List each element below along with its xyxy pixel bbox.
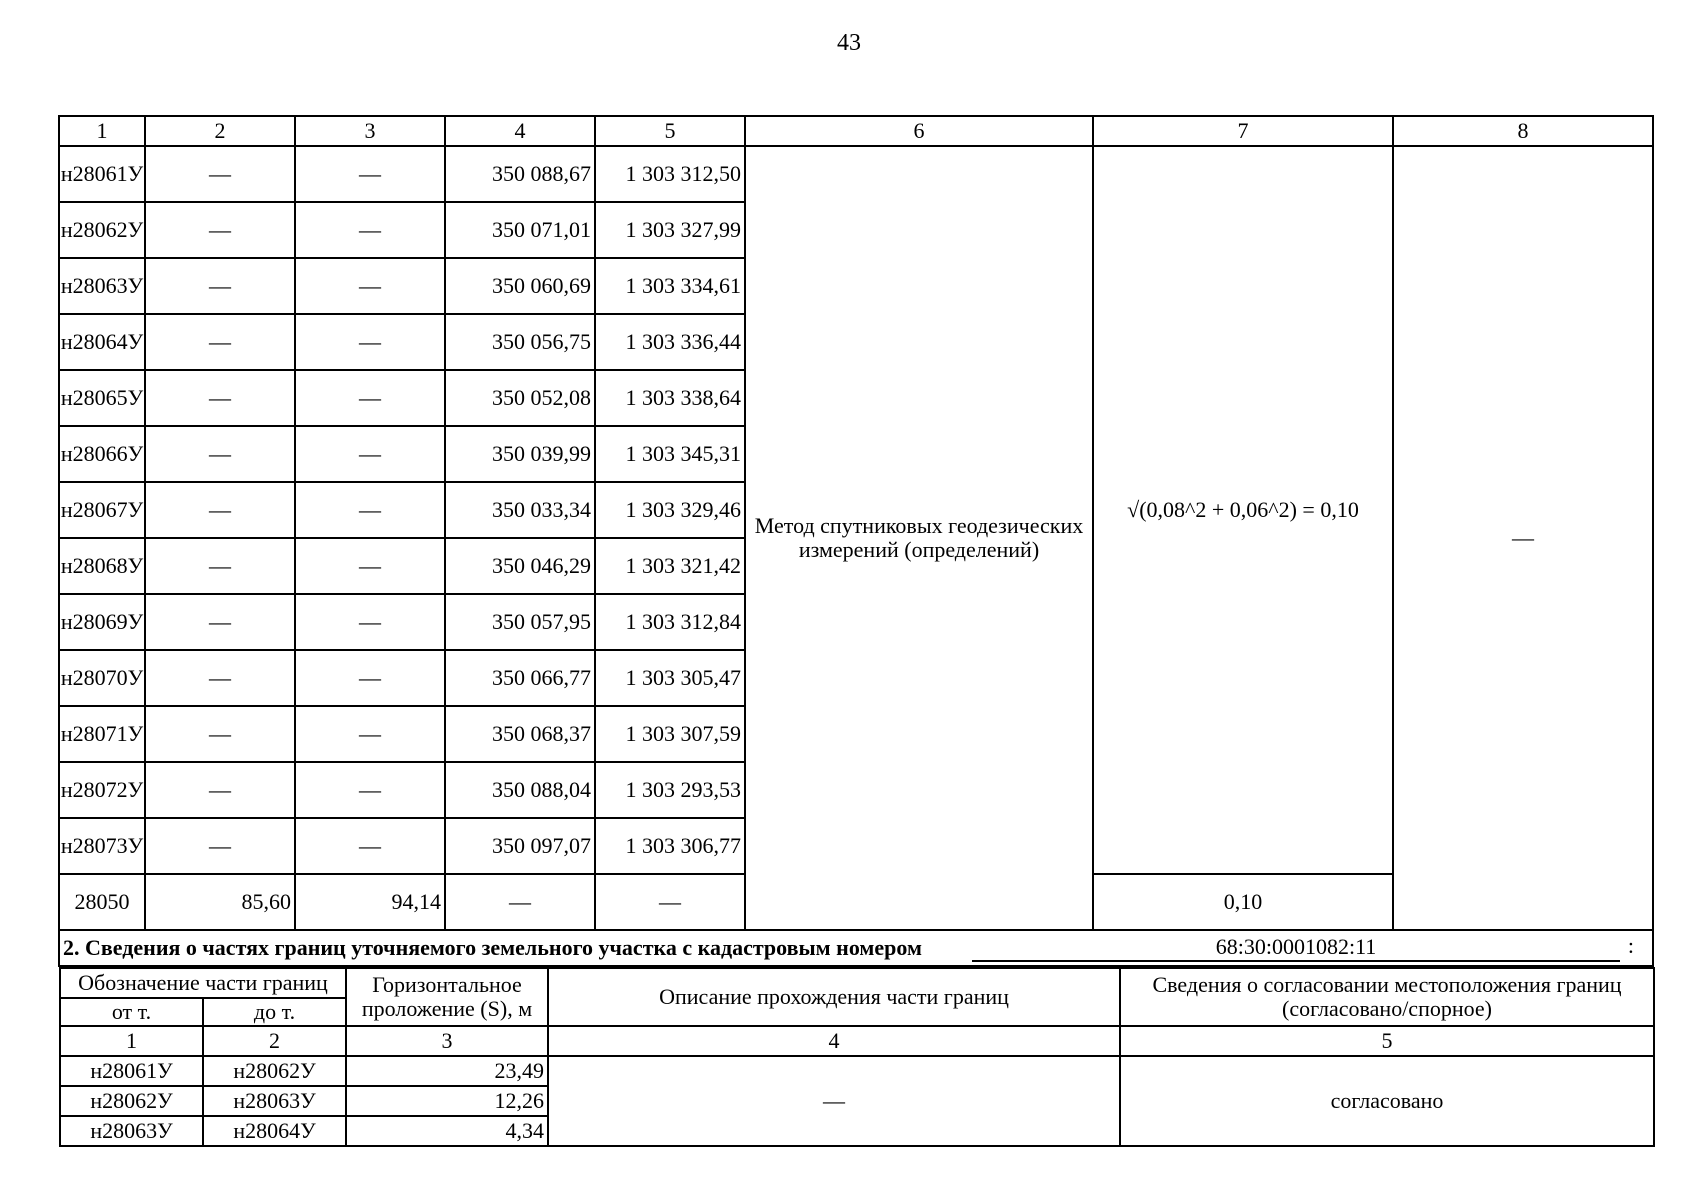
designation-header: Обозначение части границ bbox=[60, 968, 346, 998]
y-coordinate-cell: 1 303 321,42 bbox=[595, 538, 745, 594]
point-cell: н28067У bbox=[59, 482, 145, 538]
point-cell: н28066У bbox=[59, 426, 145, 482]
x-coordinate-cell: 350 071,01 bbox=[445, 202, 595, 258]
y-coordinate-cell: 1 303 306,77 bbox=[595, 818, 745, 874]
value-cell: — bbox=[145, 314, 295, 370]
to-cell: н28063У bbox=[203, 1086, 346, 1116]
value-cell: — bbox=[145, 762, 295, 818]
x-coordinate-cell: 350 039,99 bbox=[445, 426, 595, 482]
agreement-header: Сведения о согласовании местоположения границ (согласовано/спорное) bbox=[1120, 968, 1654, 1026]
y-coordinate-cell: 1 303 305,47 bbox=[595, 650, 745, 706]
y-coordinate-cell: 1 303 338,64 bbox=[595, 370, 745, 426]
value-cell: — bbox=[295, 314, 445, 370]
x-coordinate-cell: 350 033,34 bbox=[445, 482, 595, 538]
table-row bbox=[59, 146, 1653, 202]
point-cell: н28063У bbox=[59, 258, 145, 314]
value-cell: — bbox=[595, 874, 745, 930]
header-cell: 8 bbox=[1393, 116, 1653, 146]
value-cell: — bbox=[295, 706, 445, 762]
from-cell: н28062У bbox=[60, 1086, 203, 1116]
value-cell: — bbox=[295, 146, 445, 202]
colon: : bbox=[1627, 933, 1634, 958]
value-cell: — bbox=[145, 146, 295, 202]
length-cell: 23,49 bbox=[346, 1056, 548, 1086]
boundary-parts-table bbox=[59, 967, 1655, 1147]
number-cell: 3 bbox=[346, 1026, 548, 1056]
section-row bbox=[59, 930, 1653, 966]
column-8-cell: — bbox=[1393, 146, 1653, 930]
y-coordinate-cell: 1 303 336,44 bbox=[595, 314, 745, 370]
value-cell: — bbox=[145, 706, 295, 762]
y-coordinate-cell: 1 303 312,84 bbox=[595, 594, 745, 650]
to-cell: н28062У bbox=[203, 1056, 346, 1086]
point-cell: н28062У bbox=[59, 202, 145, 258]
value-cell: 94,14 bbox=[295, 874, 445, 930]
value-cell: — bbox=[145, 482, 295, 538]
point-cell: н28065У bbox=[59, 370, 145, 426]
page-number: 43 bbox=[837, 30, 861, 56]
value-cell: — bbox=[295, 650, 445, 706]
point-cell: 28050 bbox=[59, 874, 145, 930]
from-cell: н28063У bbox=[60, 1116, 203, 1146]
header-cell: 3 bbox=[295, 116, 445, 146]
value-cell: — bbox=[145, 258, 295, 314]
point-cell: н28069У bbox=[59, 594, 145, 650]
x-coordinate-cell: 350 046,29 bbox=[445, 538, 595, 594]
point-cell: н28061У bbox=[59, 146, 145, 202]
x-coordinate-cell: 350 052,08 bbox=[445, 370, 595, 426]
from-header: от т. bbox=[60, 998, 203, 1026]
description-cell: — bbox=[548, 1056, 1120, 1146]
value-cell: — bbox=[145, 538, 295, 594]
y-coordinate-cell: 1 303 329,46 bbox=[595, 482, 745, 538]
header-cell: 2 bbox=[145, 116, 295, 146]
description-header: Описание прохождения части границ bbox=[548, 968, 1120, 1026]
header-cell: 4 bbox=[445, 116, 595, 146]
to-cell: н28064У bbox=[203, 1116, 346, 1146]
point-cell: н28070У bbox=[59, 650, 145, 706]
accuracy-cell: 0,10 bbox=[1093, 874, 1393, 930]
value-cell: — bbox=[295, 258, 445, 314]
header-cell: 6 bbox=[745, 116, 1093, 146]
method-cell: Метод спутниковых геодезических измерений (определений) bbox=[745, 146, 1093, 930]
length-header: Горизонтальное проложение (S), м bbox=[346, 968, 548, 1026]
x-coordinate-cell: 350 068,37 bbox=[445, 706, 595, 762]
x-coordinate-cell: 350 066,77 bbox=[445, 650, 595, 706]
number-cell: 2 bbox=[203, 1026, 346, 1056]
section-title: 2. Сведения о частях границ уточняемого земельного участка с кадастровым номером bbox=[63, 935, 922, 960]
x-coordinate-cell: 350 097,07 bbox=[445, 818, 595, 874]
value-cell: — bbox=[295, 538, 445, 594]
x-coordinate-cell: 350 060,69 bbox=[445, 258, 595, 314]
value-cell: — bbox=[145, 202, 295, 258]
point-cell: н28068У bbox=[59, 538, 145, 594]
accuracy-formula-cell: √(0,08^2 + 0,06^2) = 0,10 bbox=[1093, 146, 1393, 874]
to-header: до т. bbox=[203, 998, 346, 1026]
from-cell: н28061У bbox=[60, 1056, 203, 1086]
header-row bbox=[59, 116, 1653, 146]
coordinates-table bbox=[58, 115, 1654, 1147]
y-coordinate-cell: 1 303 327,99 bbox=[595, 202, 745, 258]
x-coordinate-cell: 350 088,67 bbox=[445, 146, 595, 202]
value-cell: — bbox=[445, 874, 595, 930]
cadastral-number: 68:30:0001082:11 bbox=[972, 934, 1620, 962]
y-coordinate-cell: 1 303 345,31 bbox=[595, 426, 745, 482]
value-cell: — bbox=[145, 426, 295, 482]
value-cell: — bbox=[145, 594, 295, 650]
number-cell: 5 bbox=[1120, 1026, 1654, 1056]
value-cell: — bbox=[295, 202, 445, 258]
point-cell: н28071У bbox=[59, 706, 145, 762]
value-cell: 85,60 bbox=[145, 874, 295, 930]
x-coordinate-cell: 350 088,04 bbox=[445, 762, 595, 818]
x-coordinate-cell: 350 057,95 bbox=[445, 594, 595, 650]
header-cell: 7 bbox=[1093, 116, 1393, 146]
value-cell: — bbox=[145, 818, 295, 874]
header-cell: 1 bbox=[59, 116, 145, 146]
parts-row bbox=[59, 966, 1653, 1147]
header-cell: 5 bbox=[595, 116, 745, 146]
value-cell: — bbox=[295, 818, 445, 874]
length-cell: 4,34 bbox=[346, 1116, 548, 1146]
y-coordinate-cell: 1 303 293,53 bbox=[595, 762, 745, 818]
point-cell: н28072У bbox=[59, 762, 145, 818]
value-cell: — bbox=[295, 370, 445, 426]
y-coordinate-cell: 1 303 312,50 bbox=[595, 146, 745, 202]
value-cell: — bbox=[145, 370, 295, 426]
value-cell: — bbox=[295, 482, 445, 538]
length-cell: 12,26 bbox=[346, 1086, 548, 1116]
point-cell: н28073У bbox=[59, 818, 145, 874]
value-cell: — bbox=[295, 762, 445, 818]
agreement-cell: согласовано bbox=[1120, 1056, 1654, 1146]
number-cell: 4 bbox=[548, 1026, 1120, 1056]
y-coordinate-cell: 1 303 334,61 bbox=[595, 258, 745, 314]
table-row bbox=[60, 1056, 1654, 1086]
point-cell: н28064У bbox=[59, 314, 145, 370]
value-cell: — bbox=[295, 426, 445, 482]
value-cell: — bbox=[295, 594, 445, 650]
number-cell: 1 bbox=[60, 1026, 203, 1056]
y-coordinate-cell: 1 303 307,59 bbox=[595, 706, 745, 762]
value-cell: — bbox=[145, 650, 295, 706]
x-coordinate-cell: 350 056,75 bbox=[445, 314, 595, 370]
